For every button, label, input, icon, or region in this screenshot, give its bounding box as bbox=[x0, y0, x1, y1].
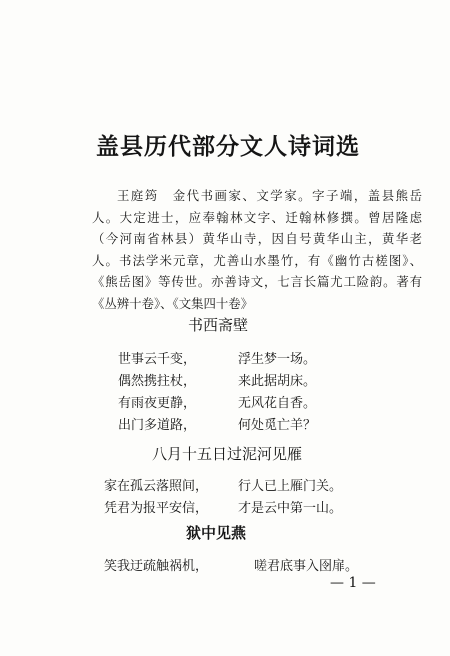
verse-left: 笑我迂疏触祸机， bbox=[104, 559, 209, 574]
page-number: — 1 — bbox=[330, 575, 376, 591]
verse-left: 凭君为报平安信， bbox=[104, 501, 209, 516]
bio-line: 人。大定进士，应奉翰林文字、迁翰林修撰。曾居隆虑 bbox=[92, 209, 422, 225]
poem-title: 狱中见燕 bbox=[186, 524, 247, 542]
bio-line: 人。书法学米元章，尤善山水墨竹，有《幽竹古槎图》、 bbox=[92, 252, 422, 268]
bio-line: （今河南省林县）黄华山寺，因自号黄华山主，黄华老 bbox=[92, 231, 422, 246]
verse-right: 嗟君底事入囹扉。 bbox=[254, 559, 359, 574]
poem-title: 书西斋壁 bbox=[188, 316, 249, 334]
page-title: 盖县历代部分文人诗词选 bbox=[96, 133, 360, 160]
verse-left: 世事云千变， bbox=[118, 352, 197, 367]
verse-right: 浮生梦一场。 bbox=[238, 352, 317, 367]
verse-right: 无风花自香。 bbox=[238, 396, 317, 411]
poem-title: 八月十五日过泥河见雁 bbox=[152, 445, 303, 463]
bio-line: 《丛辨十卷》、《文集四十卷》 bbox=[92, 295, 254, 311]
verse-right: 来此据胡床。 bbox=[238, 374, 317, 389]
bio-line: 王庭筠 金代书画家、文学家。字子端，盖县熊岳 bbox=[117, 188, 422, 203]
verse-right: 何处觅亡羊？ bbox=[238, 418, 317, 433]
author-biography bbox=[92, 185, 422, 314]
verse-left: 偶然携拄杖， bbox=[118, 374, 197, 389]
verse-left: 有雨夜更静， bbox=[118, 396, 197, 411]
verse-right: 才是云中第一山。 bbox=[238, 501, 343, 516]
bio-line: 《熊岳图》等传世。亦善诗文，七言长篇尤工险韵。著有 bbox=[92, 274, 422, 289]
verse-right: 行人已上雁门关。 bbox=[238, 479, 343, 494]
verse-left: 出门多道路， bbox=[118, 418, 197, 433]
verse-left: 家在孤云落照间， bbox=[104, 479, 209, 494]
